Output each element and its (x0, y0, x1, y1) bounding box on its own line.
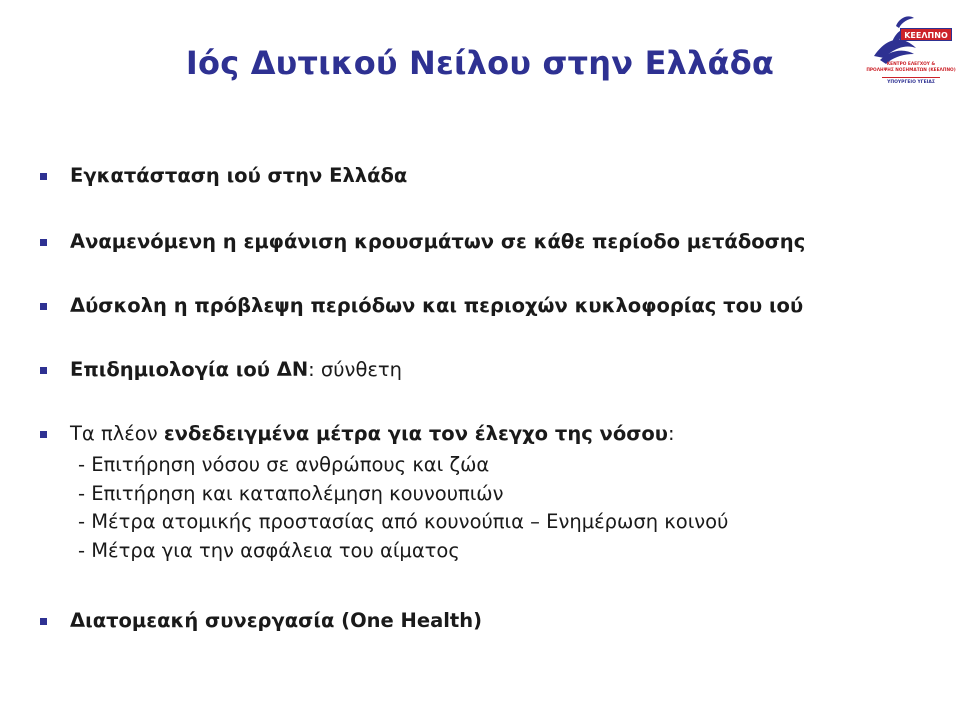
square-bullet-icon (40, 239, 47, 246)
square-bullet-icon (40, 303, 47, 310)
square-bullet-icon (40, 618, 47, 625)
logo-ministry: ΥΠΟΥΡΓΕΙΟ ΥΓΕΙΑΣ (887, 80, 935, 85)
logo-subtitle-line1: ΚΕΝΤΡΟ ΕΛΕΓΧΟΥ & (886, 62, 936, 67)
sub-item: - Μέτρα για την ασφάλεια του αίματος (78, 538, 460, 562)
bullet-text-bold: Επιδημιολογία ιού ΔΝ (70, 358, 309, 381)
sub-item: - Επιτήρηση και καταπολέμηση κουνουπιών (78, 481, 504, 505)
bullet-text-prefix: Τα πλέον (70, 422, 164, 445)
sub-item: - Μέτρα ατομικής προστασίας από κουνούπια – Ενημέρωση κοινού (78, 510, 729, 533)
bullet-text: Αναμενόμενη η εμφάνιση κρουσμάτων σε κάθε περίοδο μετάδοσης (70, 230, 806, 253)
sub-item: - Επιτήρηση νόσου σε ανθρώπους και ζώα (78, 453, 490, 476)
sub-list (78, 451, 938, 565)
square-bullet-icon (40, 367, 47, 374)
slide-title: Ιός Δυτικού Νείλου στην Ελλάδα (185, 44, 775, 82)
bullet-text: Διατομεακή συνεργασία (One Health) (70, 609, 483, 632)
bullet-text: Εγκατάσταση ιού στην Ελλάδα (70, 164, 408, 187)
bullet-text-rest: : (667, 422, 675, 445)
bullet-text-rest: : σύνθετη (308, 358, 403, 381)
square-bullet-icon (40, 173, 47, 180)
logo-name-badge: ΚΕΕΛΠΝΟ (900, 28, 952, 41)
bullet-text: Δύσκολη η πρόβλεψη περιόδων και περιοχών κυκλοφορίας του ιού (70, 294, 804, 317)
bullet-text-bold: ενδεδειγμένα μέτρα για τον έλεγχο της νόσου (163, 422, 668, 445)
square-bullet-icon (40, 431, 47, 438)
logo-subtitle-line2: ΠΡΟΛΗΨΗΣ ΝΟΣΗΜΑΤΩΝ (ΚΕΕΛΠΝΟ) (866, 67, 956, 73)
